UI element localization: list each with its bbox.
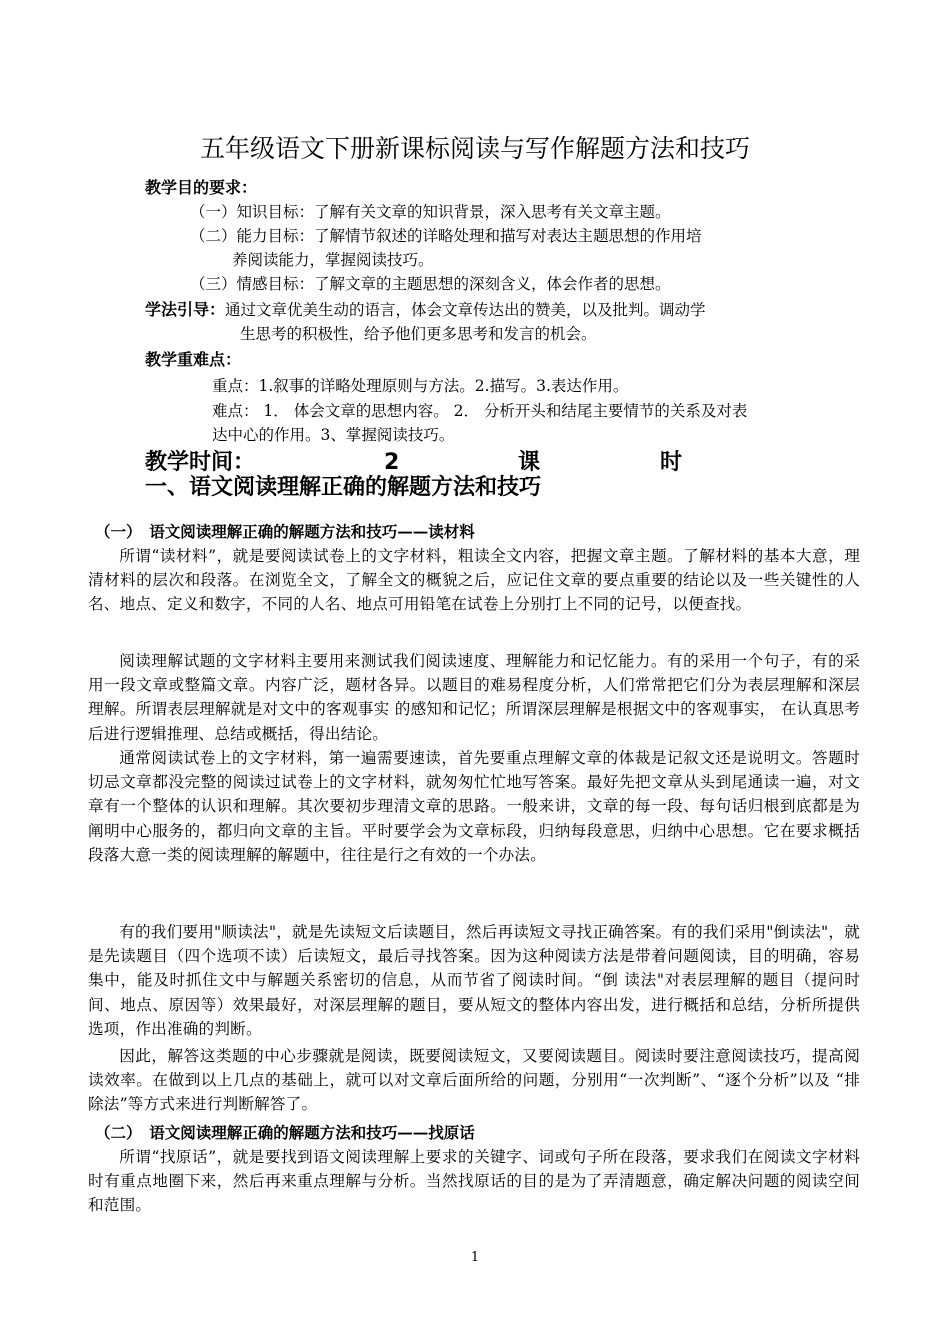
objective-ability-cont: 养阅读能力，掌握阅读技巧。 xyxy=(232,251,434,269)
objectives-heading: 教学目的要求： xyxy=(145,178,258,197)
section-1-paragraph-3: 通常阅读试卷上的文字材料，第一遍需要速读，首先要重点理解文章的体裁是记叙文还是说明文。答题时切忌文章都没完整的阅读过试卷上的文字材料，就匆匆忙忙地写答案。最好先把文章从头到尾通读一遍，对文章有一个整体的认识和理解。其次要初步理清文章的思路。一般来讲，文章的每一段、每句话归根到底都是为阐明中心服务的，都归向文章的主旨。平时要学会为文章标段，归纳每段意思，归纳中心思想。它在要求概括段落大意一类的阅读理解的解题中，往往是行之有效的一个办法。 xyxy=(88,749,860,864)
section-2-heading: （二） 语文阅读理解正确的解题方法和技巧——找原话 xyxy=(95,1123,475,1142)
objective-ability: （二）能力目标：了解情节叙述的详略处理和描写对表达主题思想的作用培 xyxy=(190,227,702,245)
key-point-difficult: 难点： 1． 体会文章的思想内容。 2． 分析开头和结尾主要情节的关系及对表 xyxy=(212,402,748,420)
method-guide xyxy=(145,299,706,321)
section-1-paragraph-2: 阅读理解试题的文字材料主要用来测试我们阅读速度、理解能力和记忆能力。有的采用一个句子，有的采用一段文章或整篇文章。内容广泛，题材各异。以题目的难易程度分析，人们常常把它们分为表层理解和深层理解。所谓表层理解就是对文中的客观事实 的感知和记忆；所谓深层理解是根据文中的客观事实， 在认真思考后进行逻辑推理、总结或概括，得出结论。 xyxy=(88,652,860,743)
key-point-focus: 重点：1.叙事的详略处理原则与方法。2.描写。3.表达作用。 xyxy=(212,377,629,395)
section-1-heading: （一） 语文阅读理解正确的解题方法和技巧——读材料 xyxy=(95,522,475,541)
key-point-difficult-cont: 达中心的作用。3、掌握阅读技巧。 xyxy=(212,426,455,444)
section-1-paragraph-5: 因此，解答这类题的中心步骤就是阅读，既要阅读短文，又要阅读题目。阅读时要注意阅读技巧，提高阅读效率。在做到以上几点的基础上，就可以对文章后面所给的问题，分别用“一次判断”、“逐个分析”以及 “排除法”等方式来进行判断解答了。 xyxy=(88,1047,860,1114)
section-2-paragraph-1: 所谓“找原话”，就是要找到语文阅读理解上要求的关键字、词或句子所在段落，要求我们在阅读文字材料时有重点地圈下来，然后再来重点理解与分析。当然找原话的目的是为了弄清题意，确定解决问题的阅读空间和范围。 xyxy=(88,1148,860,1215)
teaching-time-count: 2 xyxy=(384,450,400,475)
method-guide-label: 学法引导： xyxy=(145,300,226,319)
key-points-heading: 教学重难点： xyxy=(145,350,242,369)
teaching-time-label: 教学时间： xyxy=(145,450,256,475)
section-1-paragraph-1: 所谓“读材料”，就是要阅读试卷上的文字材料，粗读全文内容，把握文章主题。了解材料的基本大意，理清材料的层次和段落。在浏览全文，了解全文的概貌之后，应记住文章的要点重要的结论以及一些关键性的人名、地点、定义和数字，不同的人名、地点可用铅笔在试卷上分别打上不同的记号，以便查找。 xyxy=(88,547,860,614)
page-number: 1 xyxy=(470,1250,480,1265)
method-guide-cont: 生思考的积极性，给予他们更多思考和发言的机会。 xyxy=(240,325,597,343)
teaching-time-unit-ke: 课 xyxy=(518,450,541,475)
objective-emotion: （三）情感目标：了解文章的主题思想的深刻含义，体会作者的思想。 xyxy=(190,275,671,293)
chapter-title: 一、语文阅读理解正确的解题方法和技巧 xyxy=(145,475,542,500)
method-guide-text: 通过文章优美生动的语言，体会文章传达出的赞美，以及批判。调动学 xyxy=(225,301,706,319)
objective-knowledge: （一）知识目标：了解有关文章的知识背景，深入思考有关文章主题。 xyxy=(190,203,671,221)
document-title: 五年级语文下册新课标阅读与写作解题方法和技巧 xyxy=(199,134,750,163)
section-1-paragraph-4: 有的我们要用"顺读法"，就是先读短文后读题目，然后再读短文寻找正确答案。有的我们采用"倒读法"，就是先读题目（四个选项不读）后读短文，最后寻找答案。因为这种阅读方法是带着问题阅读，目的明确，容易集中，能及时抓住文中与解题关系密切的信息，从而节省了阅读时间。“倒 读法"对表层理解的题目（提问时间、地点、原因等）效果最好，对深层理解的题目，要从短文的整体内容出发，进行概括和总结，分析所提供选项，作出准确的判断。 xyxy=(88,923,860,1038)
teaching-time-unit-shi: 时 xyxy=(660,450,683,475)
